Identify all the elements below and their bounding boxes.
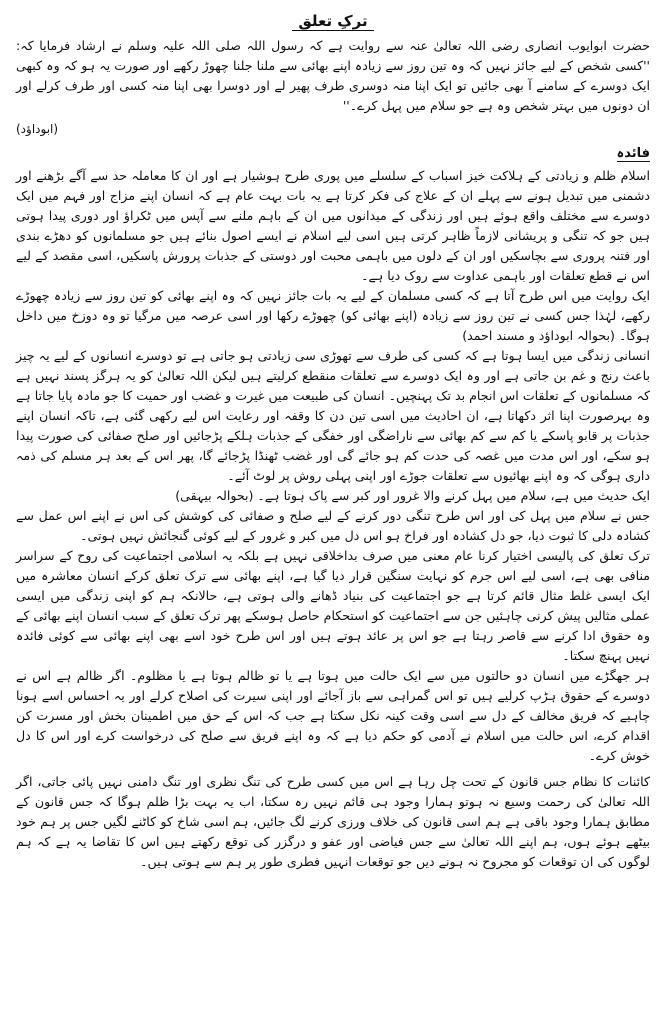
paragraph-3: انسانی زندگی میں ایسا ہوتا ہے کہ کسی کی طرف سے تھوڑی سی زیادتی ہو جاتی ہے تو دوسرے انسانوں کے لیے یہ چیز باعث رنج و غم بن جاتی ہے اور وہ ایک دوسرے سے تعلقات منقطع کرلیتے ہیں لیکن اللہ تعالیٰ کو یہ ہرگز پسند نہیں ہے کہ مسلمانوں کے تعلقات اس انجام بد تک پہنچیں۔ انسان کی طبیعت میں غیرت و غضب اور حمیت کا جو مادہ پایا جاتا ہے وہ بہرصورت اپنا اثر دکھاتا ہے، ان احادیث میں اسی تین دن کا وقفہ اور رعایت اس لیے رکھی گئی ہے، تاکہ انسان اپنے جذبات پر قابو پاسکے یا کم سے کم بھائی سے ناراضگی اور خفگی کے جذبات ہلکے پڑجائیں اور صلح صفائی کی صورت پیدا ہو سکے، اور اس مدت میں غصہ کی حدت کم ہو جائے گی اور غضب ٹھنڈا پڑجائے گا، پھر اس کے بعد ہر مسلم کی ذمہ داری ہوگی کہ وہ اپنے بھائیوں سے تعلقات جوڑے اور اپنی پہلی روش پر لوٹ آئے۔	[16, 348, 650, 483]
hadith-text: حضرت ابوایوب انصاری رضی اللہ تعالیٰ عنہ سے روایت ہے کہ رسول اللہ صلی اللہ علیہ وسلم نے ارشاد فرمایا کہ: ''کسی شخص کے لیے جائز نہیں کہ وہ تین روز سے زیادہ اپنے بھائی سے ملنا جلنا چھوڑ رکھے اور صورت یہ ہو کہ وہ کبھی ایک دوسرے کے سامنے آ بھی جائیں تو ایک اپنا منہ دوسری طرف پھیر لے اور دوسرا بھی اپنا منہ کسی اور طرف کرلے اور ان دونوں میں بہتر شخص وہ ہے جو سلام میں پہل کرے۔''	[16, 38, 650, 113]
paragraph-8: کائنات کا نظام جس قانون کے تحت چل رہا ہے اس میں کسی طرح کی تنگ نظری اور تنگ دامنی نہیں پائی جاتی، اگر اللہ تعالیٰ کی رحمت وسیع نہ ہوتو ہمارا وجود ہی قائم نہیں رہ سکتا، اب یہ بہت بڑا ظلم ہوگا کہ جس قانون کے مطابق ہمارا وجود باقی ہے ہم اسی قانون کی خلاف ورزی کرنے لگ جائیں، ہم اسی شاخ کو کاٹنے لگیں جس پر ہم خود بیٹھے ہوئے ہوں، ہم اپنے اللہ تعالیٰ سے جس فیاضی اور عفو و درگزر کی توقع رکھتے ہیں اس کا تقاضا یہ ہے کہ ہم لوگوں کی ان توقعات کو مجروح نہ ہونے دیں جو توقعات انہیں فطری طور پر ہم سے ہوتی ہیں۔	[16, 774, 650, 869]
paragraph-1: اسلام ظلم و زیادتی کے ہلاکت خیز اسباب کے سلسلے میں پوری طرح ہوشیار ہے اور ان کا معاملہ حد سے آگے بڑھنے اور دشمنی میں تبدیل ہونے سے پہلے ان کے علاج کی فکر کرتا ہے یہ بات بہت عام ہے کہ انسان اپنے مزاج اور فہم میں ایک دوسرے سے مختلف واقع ہوئے ہیں اور زندگی کے میدانوں میں ان کے باہم ملنے سے آپس میں ٹکراؤ اور دوری پیدا ہوتی ہیں جو کہ تنگی و پریشانی لازماً ظاہر کرتی ہیں اسی لیے اسلام نے ایسے اصول بنائے ہیں جو مسلمانوں کو دھڑے بندی اور فتنہ پروری سے بچاسکیں اور ان کے دلوں میں باہمی محبت اور دوستی کے جذبات پرورش پاسکیں، اسی مقصد کے لیے اس نے قطع تعلقات اور باہمی عداوت سے روک دیا ہے۔	[16, 168, 650, 283]
paragraph-6: ترک تعلق کی پالیسی اختیار کرنا عام معنی میں صرف بداخلاقی نہیں ہے بلکہ یہ اسلامی اجتماعیت کی روح کے سراسر منافی بھی ہے، اسی لیے اس جرم کو نہایت سنگین قرار دیا گیا ہے، اپنے بھائی سے ترک تعلق کرکے انسان معاشرہ میں ایک ایسی غلط مثال قائم کرتا ہے جو اجتماعیت کی بنیاد ڈھانے والی ہوتی ہے، حالانکہ ہم کو اپنی زندگی میں ایسی عملی مثالیں پیش کرنی چاہئیں جن سے اجتماعیت کو استحکام حاصل ہوسکے پھر ترک تعلق کے سبب انسان اپنے بھائی کے وہ حقوق ادا کرنے سے قاصر رہتا ہے جو اس پر عائد ہوتے ہیں اور اس طرح خود اسے بھی اپنے بھائی سے کوئی فائدہ نہیں پہنچ سکتا۔	[16, 548, 650, 663]
page-title	[16, 10, 650, 32]
hadith-reference: (ابوداؤد)	[16, 122, 59, 136]
page-title-text: ترکِ تعلق	[292, 12, 373, 31]
paragraph-7: ہر جھگڑے میں انسان دو حالتوں میں سے ایک حالت میں ہوتا ہے یا تو ظالم ہوتا ہے یا مظلوم۔ اگر ظالم ہے اس نے دوسرے کے حقوق ہڑپ کرلیے ہیں تو اس گمراہی سے باز آجائے اور اپنی سیرت کی اصلاح کرلے اور یہ احساس اسے ہونا چاہیے کہ فریق مخالف کے دل سے اسی وقت کینہ نکل سکتا ہے جب کہ اس کے حق میں اطمینان بخش اور مسرت کن اقدام کرے، اس حالت میں اسلام نے آدمی کو حکم دیا ہے کہ وہ اپنے فریق سے صلح کی درخواست کرے اور اس کا دل خوش کرے۔	[16, 668, 650, 763]
paragraph-5: جس نے سلام میں پہل کی اور اس طرح تنگی دور کرنے کے لیے صلح و صفائی کی کوشش کی اس نے اپنے اس عمل سے کشادہ دلی کا ثبوت دیا، جو دل کشادہ اور فراخ ہو اس دل میں کبر و غرور کے لیے کوئی گنجائش نہیں ہوتی۔	[16, 508, 650, 543]
paragraph-4: ایک حدیث میں ہے، سلام میں پہل کرنے والا غرور اور کبر سے پاک ہوتا ہے۔ (بحوالہ بیہقی)	[175, 488, 650, 503]
faida-heading	[16, 144, 650, 164]
faida-heading-text: فائدہ	[616, 146, 650, 161]
paragraph-2: ایک روایت میں اس طرح آتا ہے کہ کسی مسلمان کے لیے یہ بات جائز نہیں کہ وہ اپنے بھائی کو تین روز سے زیادہ چھوڑے رکھے، لہٰذا جس کسی نے تین روز سے زیادہ (اپنے بھائی کو) چھوڑے رکھا اور اسی عرصہ میں مرگیا تو وہ دوزخ میں داخل ہوگا۔ (بحوالہ ابوداؤد و مسند احمد)	[16, 288, 650, 343]
